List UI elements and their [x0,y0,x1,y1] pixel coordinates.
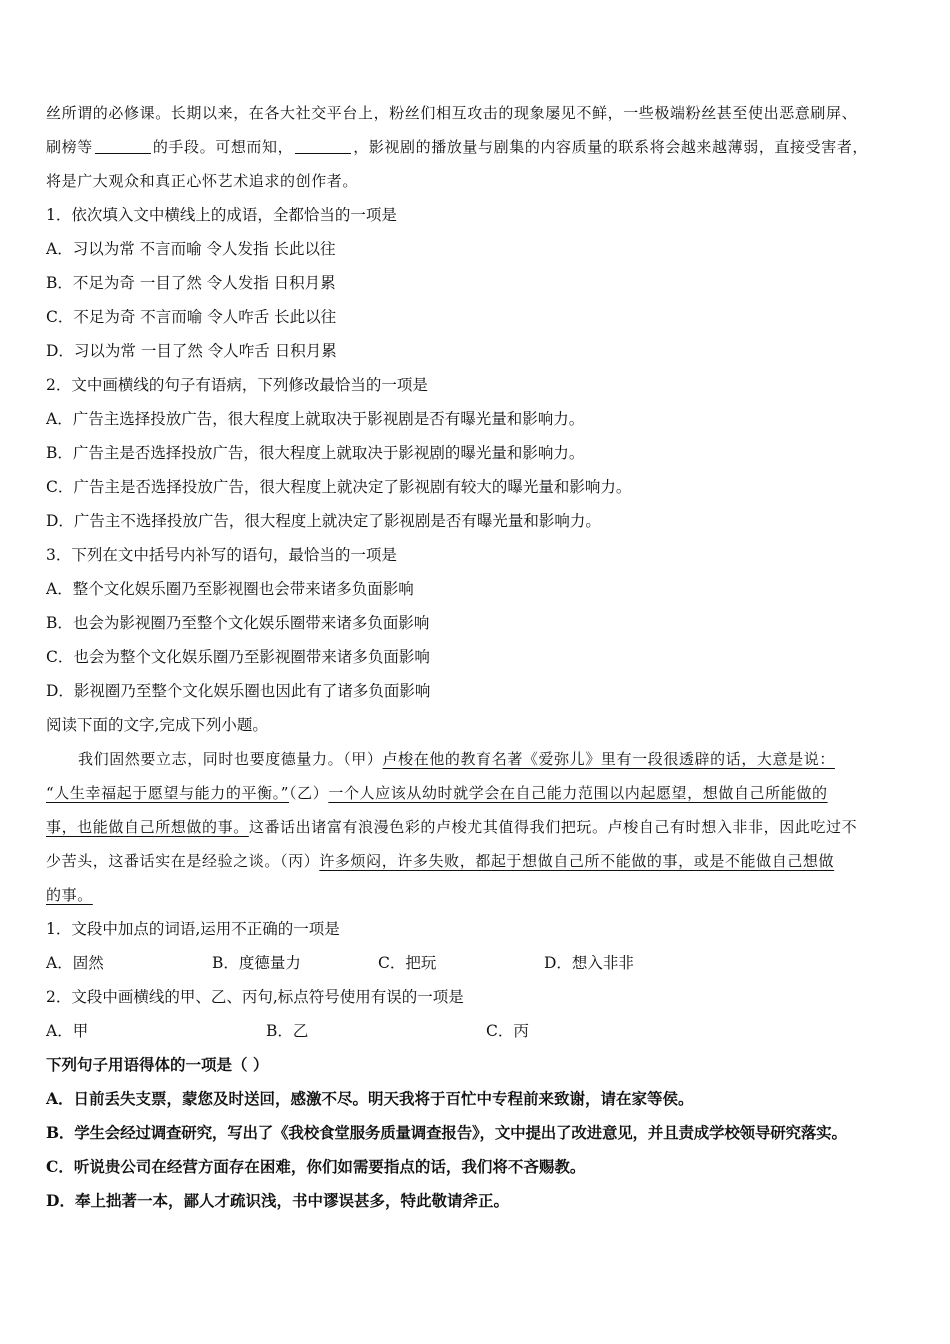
q1-option-c: C．不足为奇 不言而喻 令人咋舌 长此以往 [46,308,337,326]
fill-blank-2 [295,139,351,154]
sentence-jia-quote: “人生幸福起于愿望与能力的平衡。” [46,784,290,802]
q1-option-b: B．不足为奇 一目了然 令人发指 日积月累 [46,274,336,292]
passage2-line3 [46,810,908,844]
s2q2-option-a: A．甲 [46,1022,89,1040]
q1-option-a: A．习以为常 不言而喻 令人发指 长此以往 [46,240,336,258]
sentence-bing-end: 的事。 [46,886,93,904]
passage1-line1: 丝所谓的必修课。长期以来，在各大社交平台上，粉丝们相互攻击的现象屡见不鲜，一些极端粉丝甚至使出恶意刷屏、 [46,104,858,122]
q3-option-b: B．也会为影视圈乃至整个文化娱乐圈带来诸多负面影响 [46,614,430,632]
s2q1-stem: 1．文段中加点的词语,运用不正确的一项是 [46,920,340,938]
exam-page [46,96,908,1218]
passage1-line2-c: ，影视剧的播放量与剧集的内容质量的联系将会越来越薄弱，直接受害者， [353,138,869,156]
sentence-bing: 许多烦闷，许多失败，都起于想做自己所不能做的事，或是不能做自己想做 [319,852,835,870]
s2q2-options [46,1014,908,1048]
sentence-yi-end: 事，也能做自己所想做的事。 [46,818,249,836]
s2q1-option-a: A．固然 [46,954,104,972]
sentence-jia: 卢梭在他的教育名著《爱弥儿》里有一段很透辟的话，大意是说： [382,750,835,768]
s2q1-options [46,946,908,980]
passage2-line4 [46,844,908,878]
passage1-line3: 将是广大观众和真正心怀艺术追求的创作者。 [46,172,359,190]
passage2-line5 [46,878,908,912]
section2-intro: 阅读下面的文字,完成下列小题。 [46,716,268,734]
passage1-line2-b: 的手段。可想而知， [152,138,294,156]
fill-blank-1 [95,139,151,154]
q3-stem: 3．下列在文中括号内补写的语句，最恰当的一项是 [46,546,397,564]
s2q2-option-c: C．丙 [486,1022,529,1040]
marker-yi: （乙） [289,784,329,802]
q2-option-c: C．广告主是否选择投放广告，很大程度上就决定了影视剧有较大的曝光量和影响力。 [46,478,632,496]
passage2-line1 [46,742,908,776]
passage1-line2 [46,130,908,164]
q2-option-d: D．广告主不选择投放广告，很大程度上就决定了影视剧是否有曝光量和影响力。 [46,512,601,530]
q4-option-a: A．日前丢失支票，蒙您及时送回，感激不尽。明天我将于百忙中专程前来致谢，请在家等侯。 [46,1089,694,1108]
q3-option-a: A．整个文化娱乐圈乃至影视圈也会带来诸多负面影响 [46,580,414,598]
s2q1-option-b: B．度德量力 [212,954,301,972]
q4-option-d: D．奉上拙著一本，鄙人才疏识浅，书中谬误甚多，特此敬请斧正。 [46,1191,509,1210]
s2q2-stem: 2．文段中画横线的甲、乙、丙句,标点符号使用有误的一项是 [46,988,464,1006]
q4-option-b: B．学生会经过调查研究，写出了《我校食堂服务质量调查报告》，文中提出了改进意见，并且责成学校领导研究落实。 [46,1123,847,1142]
s2q1-option-c: C．把玩 [378,954,437,972]
passage2-text: 少苦头，这番话实在是经验之谈。（丙） [46,852,320,870]
q2-stem: 2．文中画横线的句子有语病，下列修改最恰当的一项是 [46,376,428,394]
q4-option-c: C．听说贵公司在经营方面存在困难，你们如需要指点的话，我们将不吝赐教。 [46,1157,586,1176]
passage2-text: 我们固然要立志，同时也要度德量力。（甲） [78,750,383,768]
q1-option-d: D．习以为常 一目了然 令人咋舌 日积月累 [46,342,337,360]
q2-option-b: B．广告主是否选择投放广告，很大程度上就取决于影视剧的曝光量和影响力。 [46,444,585,462]
q3-option-d: D．影视圈乃至整个文化娱乐圈也因此有了诸多负面影响 [46,682,431,700]
passage2-text: 这番话出诸富有浪漫色彩的卢梭尤其值得我们把玩。卢梭自己有时想入非非，因此吃过不 [248,818,858,836]
q2-option-a: A．广告主选择投放广告，很大程度上就取决于影视剧是否有曝光量和影响力。 [46,410,585,428]
q1-stem: 1．依次填入文中横线上的成语，全都恰当的一项是 [46,206,397,224]
q4-stem: 下列句子用语得体的一项是（ ） [46,1055,269,1074]
passage2-line2 [46,776,908,810]
sentence-yi: 一个人应该从幼时就学会在自己能力范围以内起愿望，想做自己所能做的 [328,784,828,802]
q3-option-c: C．也会为整个文化娱乐圈乃至影视圈带来诸多负面影响 [46,648,430,666]
passage1-line2-a: 刷榜等 [46,138,93,156]
s2q1-option-d: D．想入非非 [544,954,634,972]
s2q2-option-b: B．乙 [266,1022,309,1040]
